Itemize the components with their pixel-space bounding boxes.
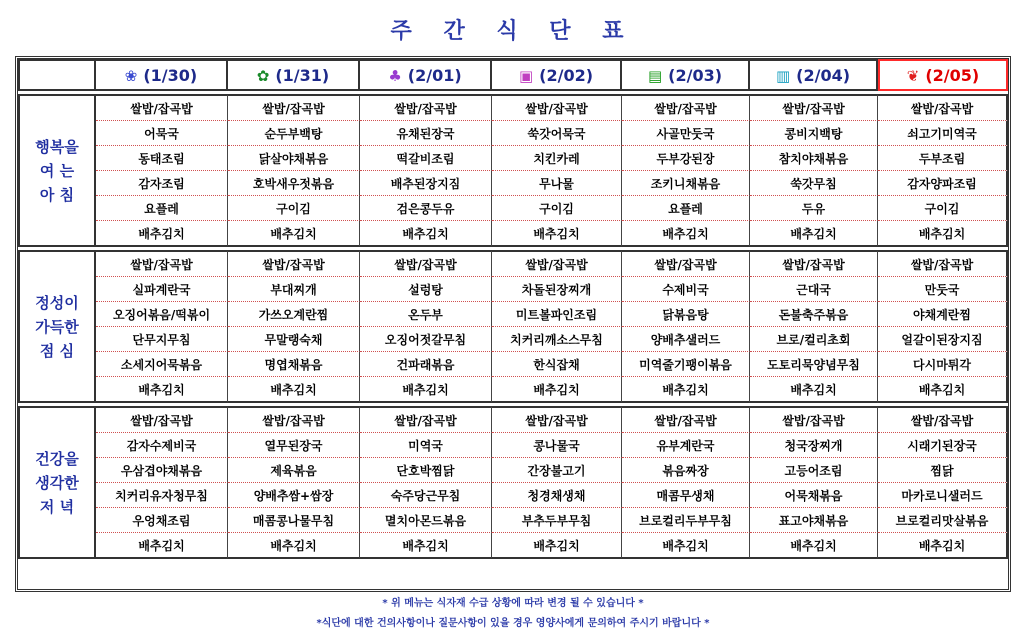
table-row [18,250,1008,277]
menu-item: 쌀밥/잡곡밥 [622,406,750,433]
table-row [18,352,1008,377]
table-row [18,377,1008,403]
menu-item: 두부조림 [878,146,1008,171]
menu-item: 닭살야채볶음 [228,146,360,171]
menu-item: 표고야채볶음 [750,508,878,533]
menu-item: 만둣국 [878,277,1008,302]
meal-label-line: 여 는 [39,161,75,180]
day-header [96,59,228,91]
menu-item: 떡갈비조림 [360,146,492,171]
menu-item: 설렁탕 [360,277,492,302]
menu-item: 배추김치 [228,221,360,247]
menu-item: 미트볼파인조림 [492,302,622,327]
day-label: (2/04) [796,65,851,85]
menu-item: 오징어볶음/떡볶이 [96,302,228,327]
menu-item: 쌀밥/잡곡밥 [492,406,622,433]
day-label: (2/01) [407,65,462,85]
menu-item: 배추김치 [360,533,492,559]
menu-item: 배추김치 [750,377,878,403]
menu-item: 쌀밥/잡곡밥 [360,250,492,277]
menu-item: 쌀밥/잡곡밥 [492,250,622,277]
menu-item: 브로/컬리초회 [750,327,878,352]
day-header-highlight [878,59,1008,91]
menu-item: 쌀밥/잡곡밥 [96,406,228,433]
meal-label-line: 가득한 [35,317,79,336]
menu-item: 배추김치 [360,221,492,247]
menu-item: 배추김치 [878,221,1008,247]
menu-item: 매콤콩나물무침 [228,508,360,533]
menu-item: 우엉채조림 [96,508,228,533]
menu-item: 건파래볶음 [360,352,492,377]
table-row [18,221,1008,247]
notice-line-2: *식단에 대한 건의사항이나 질문사항이 있을 경우 영양사에게 문의하여 주시기 바랍니다 * [316,618,710,629]
table-row [18,533,1008,559]
menu-item: 간장불고기 [492,458,622,483]
day-icon: ▣ [518,66,534,85]
menu-item: 한식잡채 [492,352,622,377]
menu-item: 수제비국 [622,277,750,302]
menu-item: 다시마튀각 [878,352,1008,377]
menu-item: 치킨카레 [492,146,622,171]
menu-item: 구이김 [878,196,1008,221]
menu-item: 두유 [750,196,878,221]
day-icon: ▤ [647,66,663,85]
menu-item: 청경채생채 [492,483,622,508]
menu-item: 멸치아몬드볶음 [360,508,492,533]
menu-item: 치커리유자청무침 [96,483,228,508]
menu-item: 쌀밥/잡곡밥 [228,406,360,433]
menu-item: 순두부백탕 [228,121,360,146]
menu-item: 쌀밥/잡곡밥 [750,94,878,121]
menu-item: 쌀밥/잡곡밥 [492,94,622,121]
menu-item: 구이김 [492,196,622,221]
meal-label-line: 행복을 [35,137,79,156]
menu-item: 유부계란국 [622,433,750,458]
table-row [18,327,1008,352]
menu-item: 무나물 [492,171,622,196]
menu-item: 배추김치 [750,533,878,559]
day-icon: ♣ [388,66,402,85]
menu-item: 브로컬리두부무침 [622,508,750,533]
menu-item: 어묵채볶음 [750,483,878,508]
menu-item: 유채된장국 [360,121,492,146]
menu-item: 매콤무생채 [622,483,750,508]
menu-item: 콩비지백탕 [750,121,878,146]
menu-item: 쌀밥/잡곡밥 [622,94,750,121]
table-row [18,302,1008,327]
meal-label-line: 저 녁 [39,497,75,516]
menu-item: 차돌된장찌개 [492,277,622,302]
menu-item: 배추김치 [228,533,360,559]
menu-item: 부대찌개 [228,277,360,302]
menu-item: 호박새우젓볶음 [228,171,360,196]
menu-item: 온두부 [360,302,492,327]
day-label: (2/03) [668,65,723,85]
weekly-menu-table [18,59,1008,559]
table-row [18,171,1008,196]
menu-item: 도토리묵양념무침 [750,352,878,377]
menu-item: 무말랭숙채 [228,327,360,352]
notice-line-1: * 위 메뉴는 식자재 수급 상황에 따라 변경 될 수 있습니다 * [382,598,644,609]
menu-item: 쌀밥/잡곡밥 [878,406,1008,433]
day-label: (1/31) [275,65,330,85]
menu-item: 배추김치 [622,377,750,403]
menu-item: 배추김치 [878,377,1008,403]
menu-item: 마카로니샐러드 [878,483,1008,508]
menu-item: 쌀밥/잡곡밥 [750,250,878,277]
menu-item: 브로컬리맛살볶음 [878,508,1008,533]
menu-item: 쑥갓어묵국 [492,121,622,146]
menu-item: 얼갈이된장지짐 [878,327,1008,352]
meal-label [18,250,96,403]
table-row [18,277,1008,302]
menu-item: 근대국 [750,277,878,302]
menu-item: 두부강된장 [622,146,750,171]
menu-item: 요플레 [622,196,750,221]
meal-label-line: 생각한 [35,473,79,492]
menu-item: 쌀밥/잡곡밥 [360,94,492,121]
menu-item: 돈불축주볶음 [750,302,878,327]
menu-item: 배추김치 [492,533,622,559]
day-header [750,59,878,91]
menu-item: 오징어젓갈무침 [360,327,492,352]
day-icon: ✿ [256,66,270,85]
menu-item: 사골만둣국 [622,121,750,146]
menu-item: 볶음짜장 [622,458,750,483]
meal-label-line: 건강을 [35,449,79,468]
meal-label [18,406,96,559]
menu-item: 감자양파조림 [878,171,1008,196]
page-title: 주 간 식 단 표 [390,19,636,44]
menu-item: 양배추쌈+쌈장 [228,483,360,508]
menu-item: 쑥갓무침 [750,171,878,196]
menu-item: 조키니채볶음 [622,171,750,196]
menu-item: 배추김치 [492,221,622,247]
table-row [18,146,1008,171]
menu-item: 닭볶음탕 [622,302,750,327]
table-row [18,406,1008,433]
menu-item: 쌀밥/잡곡밥 [228,250,360,277]
menu-item: 어묵국 [96,121,228,146]
menu-item: 부추두부무침 [492,508,622,533]
menu-item: 열무된장국 [228,433,360,458]
menu-item: 쌀밥/잡곡밥 [96,94,228,121]
menu-item: 배추김치 [878,533,1008,559]
day-icon: ❦ [906,66,920,85]
table-row [18,433,1008,458]
menu-item: 쌀밥/잡곡밥 [750,406,878,433]
menu-item: 요플레 [96,196,228,221]
day-header [360,59,492,91]
menu-item: 쇠고기미역국 [878,121,1008,146]
menu-item: 쌀밥/잡곡밥 [878,94,1008,121]
menu-item: 시래기된장국 [878,433,1008,458]
menu-item: 쌀밥/잡곡밥 [96,250,228,277]
meal-label [18,94,96,247]
day-header [228,59,360,91]
meal-label-line: 점 심 [39,341,75,360]
table-row [18,196,1008,221]
day-label: (1/30) [143,65,198,85]
menu-item: 배추된장지짐 [360,171,492,196]
menu-item: 쌀밥/잡곡밥 [360,406,492,433]
menu-item: 실파계란국 [96,277,228,302]
menu-item: 감자수제비국 [96,433,228,458]
day-icon: ❀ [124,66,138,85]
meal-label-line: 아 침 [39,185,75,204]
table-row [18,94,1008,121]
menu-item: 고등어조림 [750,458,878,483]
menu-item: 우삼겹야채볶음 [96,458,228,483]
menu-item: 야채계란찜 [878,302,1008,327]
menu-item: 단호박찜닭 [360,458,492,483]
menu-item: 배추김치 [96,533,228,559]
menu-item: 쌀밥/잡곡밥 [228,94,360,121]
menu-item: 치커리깨소스무침 [492,327,622,352]
day-label: (2/05) [925,65,980,85]
day-header-row [18,59,1008,91]
table-row [18,458,1008,483]
menu-item: 배추김치 [492,377,622,403]
day-icon: ▥ [775,66,791,85]
menu-item: 감자조림 [96,171,228,196]
menu-item: 배추김치 [622,533,750,559]
menu-item: 단무지무침 [96,327,228,352]
menu-item: 콩나물국 [492,433,622,458]
menu-item: 배추김치 [750,221,878,247]
menu-item: 제육볶음 [228,458,360,483]
menu-item: 숙주당근무침 [360,483,492,508]
menu-item: 배추김치 [622,221,750,247]
menu-item: 배추김치 [228,377,360,403]
menu-item: 배추김치 [96,221,228,247]
menu-item: 구이김 [228,196,360,221]
menu-item: 쌀밥/잡곡밥 [622,250,750,277]
menu-item: 소세지어묵볶음 [96,352,228,377]
table-row [18,508,1008,533]
corner-cell [18,59,96,91]
menu-item: 동태조림 [96,146,228,171]
menu-item: 미역국 [360,433,492,458]
menu-item: 쌀밥/잡곡밥 [878,250,1008,277]
table-row [18,121,1008,146]
menu-item: 명엽채볶음 [228,352,360,377]
day-header [622,59,750,91]
menu-item: 청국장찌개 [750,433,878,458]
menu-item: 찜닭 [878,458,1008,483]
day-label: (2/02) [539,65,594,85]
table-row [18,483,1008,508]
menu-item: 참치야채볶음 [750,146,878,171]
menu-item: 미역줄기팽이볶음 [622,352,750,377]
day-header [492,59,622,91]
meal-label-line: 정성이 [35,293,79,312]
menu-item: 양배추샐러드 [622,327,750,352]
menu-item: 가쓰오계란찜 [228,302,360,327]
menu-item: 검은콩두유 [360,196,492,221]
menu-item: 배추김치 [96,377,228,403]
menu-item: 배추김치 [360,377,492,403]
